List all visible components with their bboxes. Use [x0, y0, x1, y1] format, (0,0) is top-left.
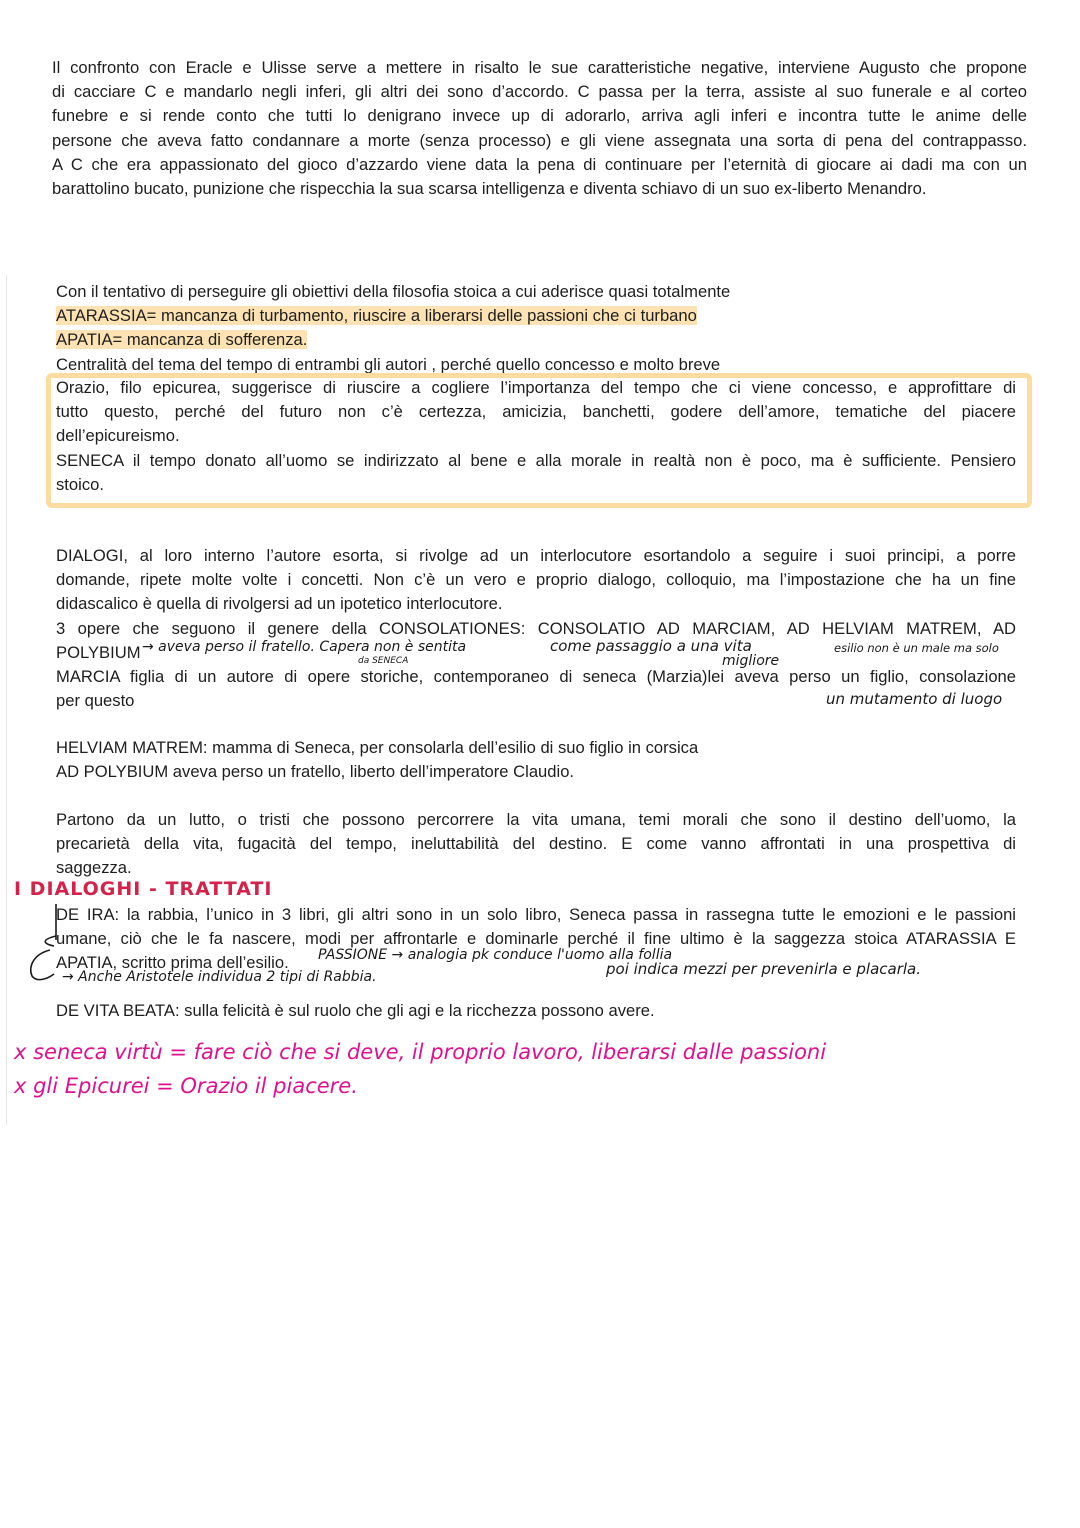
text-line: DE IRA: la rabbia, l’unico in 3 libri, gli altri sono in un solo libro, Seneca passa in rassegna tutte le emozioni e le passioni [56, 905, 1016, 924]
highlight-atarassia: ATARASSIA= mancanza di turbamento, riuscire a liberarsi delle passioni che ci turbano [56, 306, 697, 326]
paragraph-apokolokyntosis [52, 56, 1027, 201]
text-line: A C che era appassionato del gioco d’azzardo viene data la pena di continuare per l’eternità di giocare ai dadi ma con un [52, 154, 1027, 174]
handwritten-note-esilio: esilio non è un male ma solo [834, 641, 999, 655]
handwritten-note-mutamento: un mutamento di luogo [826, 690, 1003, 708]
highlight-apatia: APATIA= mancanza di sofferenza. [56, 330, 308, 350]
text-line: HELVIAM MATREM: mamma di Seneca, per consolarla dell’esilio di suo figlio in corsica [56, 738, 699, 757]
text-line: per questo [56, 691, 135, 711]
intro-line: Con il tentativo di perseguire gli obiettivi della filosofia stoica a cui aderisce quasi totalmente [56, 282, 731, 301]
apatia-line [56, 328, 1016, 352]
handwritten-note-epicurei: x gli Epicurei = Orazio il piacere. [14, 1074, 358, 1098]
text-line: umane, ciò che le fa nascere, modi per affrontarle e dominarle perché il fine ultimo è la saggezza stoica ATARASSIA E [56, 929, 1016, 949]
handwritten-note-aristotele: → Anche Aristotele individua 2 tipi di Rabbia. [62, 969, 377, 985]
paragraph-dialogi [56, 544, 1016, 713]
text-line: Partono da un lutto, o tristi che possono percorrere la vita umana, temi morali che sono il destino dell’uomo, la [56, 810, 1016, 829]
paragraph-lutto [56, 808, 1016, 881]
text-line: APATIA, scritto prima dell’esilio. [56, 953, 289, 973]
text-line: barattolino bucato, punizione che rispecchia la sua scarsa intelligenza e diventa schiavo di un suo ex-liberto Menandro. [52, 179, 927, 199]
tempo-line: Centralità del tema del tempo di entrambi gli autori , perché quello concesso e molto breve [56, 354, 721, 374]
text-line: di cacciare C e mandarlo negli inferi, gli altri dei sono d’accordo. C passa per la terra, assiste al suo funerale e al corteo [52, 82, 1027, 102]
text-line: AD POLYBIUM aveva perso un fratello, liberto dell’imperatore Claudio. [56, 762, 575, 782]
handwritten-note-passione: PASSIONE → analogia pk conduce l'uomo alla follia [318, 947, 673, 963]
heading-dialoghi-trattati: I DIALOGHI - TRATTATI [14, 878, 273, 900]
handwritten-note-indica: poi indica mezzi per prevenirla e placarla. [606, 960, 922, 978]
paragraph-stoic-goals [56, 280, 1016, 377]
text-line: Orazio, filo epicurea, suggerisce di riuscire a cogliere l’importanza del tempo che ci viene concesso, e approfittare di [56, 378, 1016, 397]
text-line: Il confronto con Eracle e Ulisse serve a mettere in risalto le sue caratteristiche negative, interviene Augusto che propone [52, 58, 1027, 77]
text-line: precarietà della vita, fugacità del tempo, ineluttabilità del destino. E come vanno affrontati in una prospettiva di [56, 834, 1016, 854]
handwritten-note-passaggio: come passaggio a una vita [550, 637, 752, 655]
paragraph-de-vita-beata [56, 999, 1016, 1023]
text-line: tutto questo, perché del futuro non c’è certezza, amicizia, banchetti, godere dell’amore, tematiche del piacere [56, 402, 1016, 422]
text-line: POLYBIUM [56, 642, 141, 662]
text-line: domande, ripete molte volte i concetti. Non c’è un vero e proprio dialogo, colloquio, ma l’impostazione che ha un fine [56, 570, 1016, 590]
text-line: saggezza. [56, 858, 132, 878]
paragraph-helviam-polybium [56, 736, 1016, 784]
handwritten-note-polybium: → aveva perso il fratello. Capera non è sentita [142, 639, 467, 655]
handwritten-note-da-seneca: da SENECA [358, 656, 409, 666]
atarassia-line [56, 304, 1016, 328]
text-line: DIALOGI, al loro interno l’autore esorta, si rivolge ad un interlocutore esortandolo a seguire i suoi principi, a porre [56, 546, 1016, 565]
text-line: stoico. [56, 474, 104, 494]
text-line: MARCIA figlia di un autore di opere storiche, contemporaneo di seneca (Marzia)lei aveva perso un figlio, consolazione [56, 667, 1016, 687]
handwritten-note-seneca-virtu: x seneca virtù = fare ciò che si deve, il proprio lavoro, liberarsi dalle passioni [14, 1040, 827, 1064]
text-line: DE VITA BEATA: sulla felicità è sul ruolo che gli agi e la ricchezza possono avere. [56, 1001, 655, 1020]
handwritten-note-migliore: migliore [722, 653, 780, 669]
paragraph-orazio-seneca [56, 376, 1016, 497]
text-line: SENECA il tempo donato all’uomo se indirizzato al bene e alla morale in realtà non è poco, ma è sufficiente. Pensiero [56, 450, 1016, 470]
text-line: didascalico è quella di rivolgersi ad un ipotetico interlocutore. [56, 594, 503, 614]
bracket-scribble [20, 900, 60, 990]
text-line: persone che aveva fatto condannare a morte (senza processo) e gli viene assegnata una sorta di pena del contrappasso. [52, 130, 1027, 150]
margin-rule [6, 275, 7, 1125]
text-line: funebre e si rende conto che tutti lo denigrano invece up di adorarlo, arriva agli inferi e incontra tutte le anime delle [52, 106, 1027, 126]
text-line: 3 opere che seguono il genere della CONSOLATIONES: CONSOLATIO AD MARCIAM, AD HELVIAM MATREM, AD [56, 618, 1016, 638]
text-line: dell’epicureismo. [56, 426, 180, 446]
